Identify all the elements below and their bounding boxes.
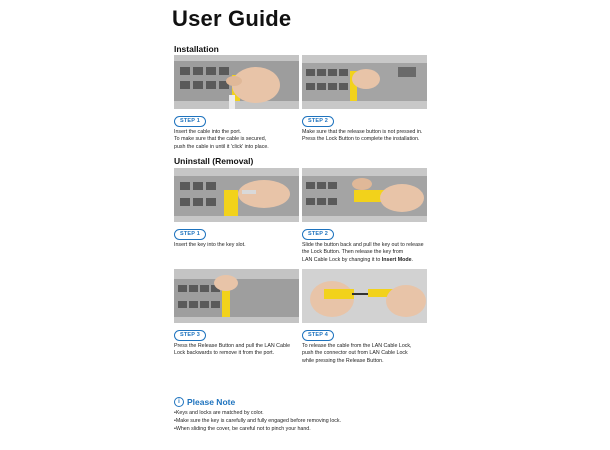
uninstall-step-3-photo <box>174 269 299 323</box>
list-item: • Keys and locks are matched by color. <box>174 410 341 418</box>
step-badge: STEP 1 <box>174 229 206 240</box>
uninstall-step-3 <box>174 269 299 358</box>
step-description: To release the cable from the LAN Cable Lock, push the connector out from LAN Cable Lock while pressing the Release Button. <box>302 343 412 364</box>
step-description: Insert the cable into the port. To make sure that the cable is secured, push the cable in until it 'click' into place. <box>174 129 269 150</box>
info-icon: i <box>174 397 184 407</box>
step-badge: STEP 3 <box>174 330 206 341</box>
step-badge: STEP 2 <box>302 116 334 127</box>
installation-heading: Installation <box>174 44 219 54</box>
step-badge: STEP 2 <box>302 229 334 240</box>
install-step-1 <box>174 55 299 151</box>
uninstall-step-1-photo <box>174 168 299 222</box>
install-step-2 <box>302 55 427 144</box>
step-description: Press the Release Button and pull the LAN Cable Lock backwards to remove it from the port. <box>174 343 291 357</box>
note-list <box>174 410 341 433</box>
step-description: Slide the button back and pull the key out to release the Lock Button. Then release the key from LAN Cable Lock by changing it to Insert Mode. <box>302 242 424 263</box>
step-badge: STEP 1 <box>174 116 206 127</box>
list-item: • When sliding the cover, be careful not to pinch your hand. <box>174 426 341 434</box>
step-badge: STEP 4 <box>302 330 334 341</box>
uninstall-step-2 <box>302 168 427 264</box>
uninstall-step-4-photo <box>302 269 427 323</box>
step-description: Make sure that the release button is not pressed in. Press the Lock Button to complete the installation. <box>302 129 423 143</box>
please-note-heading: i Please Note <box>174 397 235 407</box>
list-item: • Make sure the key is carefully and fully engaged before removing lock. <box>174 418 341 426</box>
uninstall-step-2-photo <box>302 168 427 222</box>
install-step-1-photo <box>174 55 299 109</box>
uninstall-step-1 <box>174 168 299 249</box>
uninstall-step-4 <box>302 269 427 365</box>
uninstall-heading: Uninstall (Removal) <box>174 156 254 166</box>
install-step-2-photo <box>302 55 427 109</box>
step-description: Insert the key into the key slot. <box>174 242 246 248</box>
page-title: User Guide <box>172 6 292 31</box>
